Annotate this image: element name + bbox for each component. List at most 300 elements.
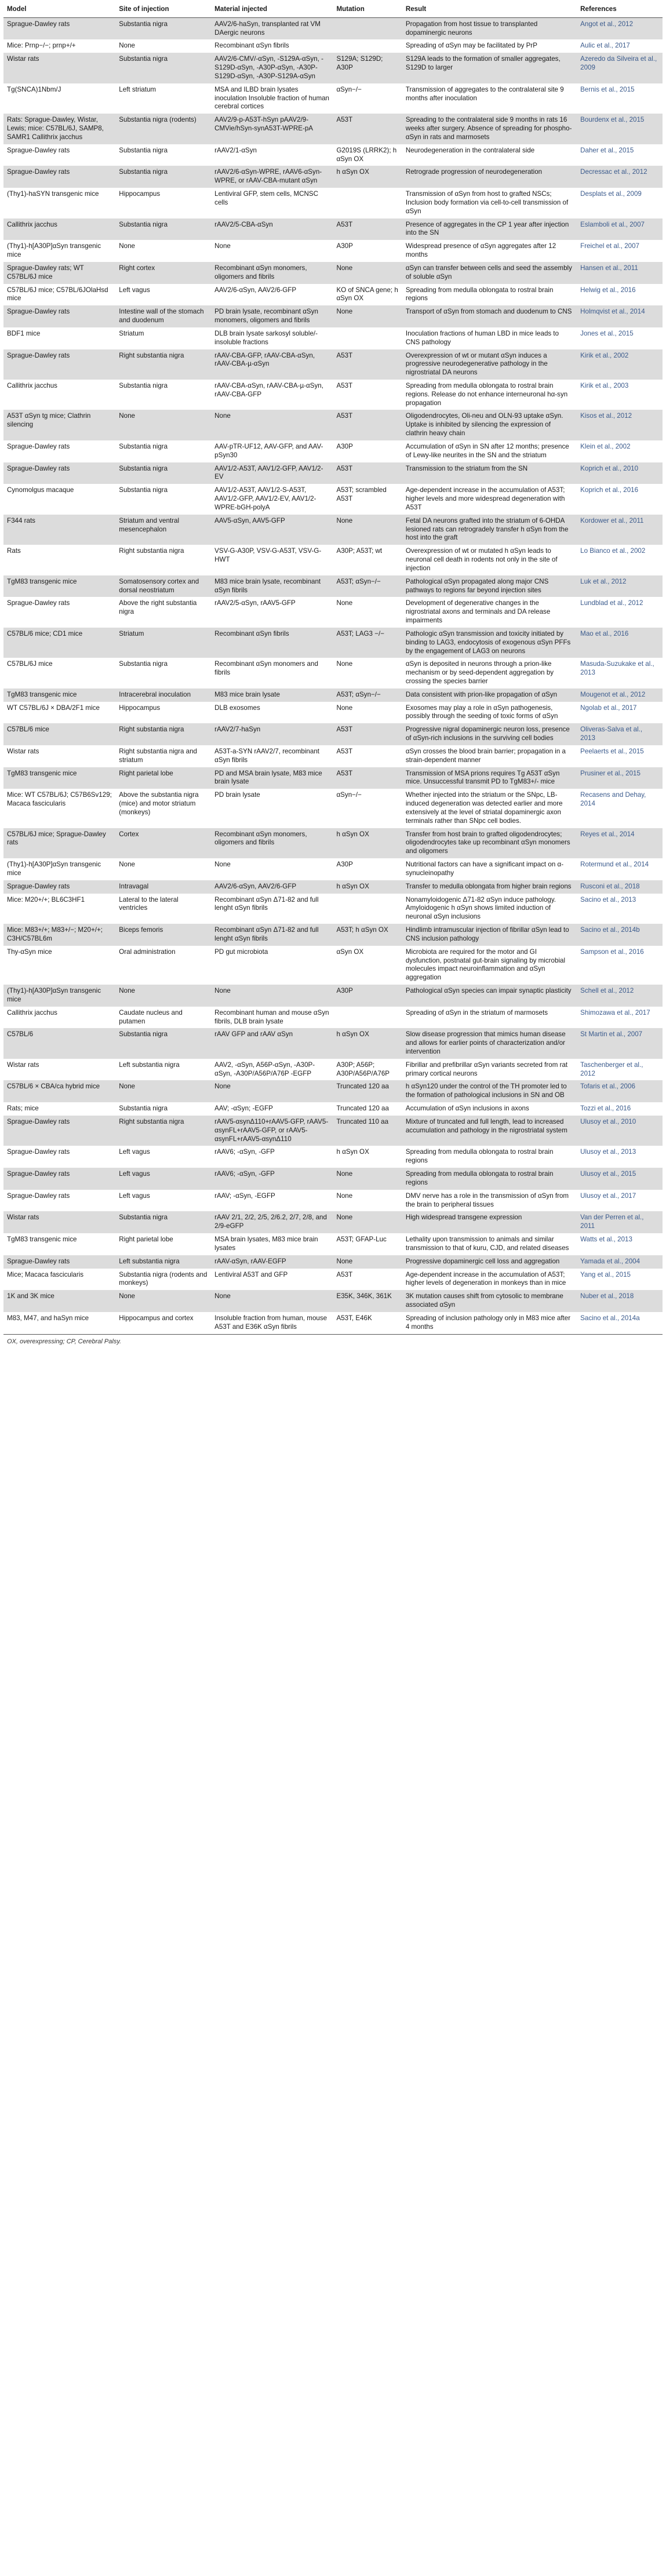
cell-mutation: A53T [333, 767, 402, 789]
cell-model: Sprague-Dawley rats [3, 1168, 115, 1190]
table-row [3, 53, 663, 83]
cell-reference: Sacino et al., 2013 [577, 894, 663, 924]
cell-reference: Yamada et al., 2004 [577, 1255, 663, 1269]
cell-site-of-injection: Right parietal lobe [115, 767, 211, 789]
cell-mutation: A53T [333, 745, 402, 767]
cell-material-injected: rAAV 2/1, 2/2, 2/5, 2/6.2, 2/7, 2/8, and 2/9-eGFP [211, 1211, 333, 1233]
cell-model: Sprague-Dawley rats [3, 597, 115, 627]
header-references: References [577, 2, 663, 17]
table-row [3, 515, 663, 545]
cell-reference: Ulusoy et al., 2017 [577, 1190, 663, 1212]
cell-site-of-injection: Intravagal [115, 880, 211, 894]
table-row [3, 1007, 663, 1029]
cell-material-injected: None [211, 985, 333, 1007]
cell-mutation [333, 327, 402, 349]
cell-material-injected: Recombinant αSyn monomers, oligomers and fibrils [211, 262, 333, 284]
cell-result: High widespread transgene expression [402, 1211, 577, 1233]
table-row [3, 789, 663, 828]
cell-model: Rats; mice [3, 1102, 115, 1116]
cell-material-injected: DLB brain lysate sarkosyl soluble/-insoluble fractions [211, 327, 333, 349]
cell-reference: Ngolab et al., 2017 [577, 702, 663, 724]
cell-site-of-injection: Substantia nigra [115, 440, 211, 462]
table-row [3, 688, 663, 702]
cell-result: Widespread presence of αSyn aggregates after 12 months [402, 240, 577, 262]
cell-result: Spreading from medulla oblongata to rostral brain regions [402, 1146, 577, 1168]
cell-mutation: A53T, E46K [333, 1312, 402, 1334]
cell-site-of-injection: Striatum and ventral mesencephalon [115, 515, 211, 545]
cell-mutation: h αSyn OX [333, 828, 402, 858]
cell-site-of-injection: None [115, 985, 211, 1007]
cell-result: Accumulation of αSyn inclusions in axons [402, 1102, 577, 1116]
cell-site-of-injection: Biceps femoris [115, 924, 211, 946]
cell-result: Spreading of αSyn may be facilitated by PrP [402, 39, 577, 53]
table-row [3, 880, 663, 894]
cell-model: (Thy1)-haSYN transgenic mice [3, 188, 115, 218]
cell-reference: Angot et al., 2012 [577, 17, 663, 39]
cell-reference: Sampson et al., 2016 [577, 946, 663, 985]
cell-reference: Peelaerts et al., 2015 [577, 745, 663, 767]
cell-site-of-injection: Right parietal lobe [115, 1233, 211, 1255]
table-row [3, 924, 663, 946]
cell-site-of-injection: Substantia nigra [115, 1028, 211, 1058]
cell-mutation: None [333, 305, 402, 327]
table-row [3, 462, 663, 484]
cell-result: Age-dependent increase in the accumulation of A53T; higher levels and more widespread degeneration with A53T [402, 484, 577, 514]
cell-model: TgM83 transgenic mice [3, 575, 115, 597]
cell-material-injected: Recombinant αSyn Δ71-82 and full lenght αSyn fibrils [211, 924, 333, 946]
cell-material-injected: AAV-pTR-UF12, AAV-GFP, and AAV-pSyn30 [211, 440, 333, 462]
cell-mutation: Truncated 120 aa [333, 1102, 402, 1116]
cell-site-of-injection: Substantia nigra [115, 144, 211, 166]
cell-reference: Jones et al., 2015 [577, 327, 663, 349]
cell-model: WT C57BL/6J × DBA/2F1 mice [3, 702, 115, 724]
cell-material-injected: Recombinant αSyn monomers and fibrils [211, 658, 333, 688]
cell-material-injected: rAAV-αSyn, rAAV-EGFP [211, 1255, 333, 1269]
cell-material-injected: rAAV2/7-haSyn [211, 723, 333, 745]
header-row [3, 2, 663, 17]
cell-result: Fetal DA neurons grafted into the striatum of 6-OHDA lesioned rats can retrogradely transfer h αSyn from the host into the graft [402, 515, 577, 545]
cell-site-of-injection: Left vagus [115, 284, 211, 306]
cell-material-injected: AAV1/2-A53T, AAV1/2-GFP, AAV1/2-EV [211, 462, 333, 484]
cell-reference: Sacino et al., 2014a [577, 1312, 663, 1334]
cell-model: Mice; Macaca fascicularis [3, 1269, 115, 1291]
cell-mutation: None [333, 1255, 402, 1269]
cell-result: Lethality upon transmission to animals and similar transmission to that of kuru, CJD, and related diseases [402, 1233, 577, 1255]
cell-result: Presence of aggregates in the CP 1 year after injection into the SN [402, 218, 577, 241]
cell-result: Development of degenerative changes in the nigrostriatal axons and terminals and DA release impairments [402, 597, 577, 627]
cell-mutation: αSyn−/− [333, 83, 402, 114]
cell-model: Tg(SNCA)1Nbm/J [3, 83, 115, 114]
cell-site-of-injection: None [115, 240, 211, 262]
table-row [3, 1080, 663, 1102]
cell-mutation [333, 1007, 402, 1029]
cell-model: Sprague-Dawley rats [3, 1146, 115, 1168]
table-row [3, 597, 663, 627]
cell-reference: Azeredo da Silveira et al., 2009 [577, 53, 663, 83]
cell-model: F344 rats [3, 515, 115, 545]
cell-reference: Koprich et al., 2010 [577, 462, 663, 484]
cell-result: Spreading from medulla oblongata to rostral brain regions [402, 1168, 577, 1190]
cell-model: (Thy1)-h[A30P]αSyn transgenic mice [3, 858, 115, 880]
cell-result: 3K mutation causes shift from cytosolic to membrane associated αSyn [402, 1290, 577, 1312]
cell-model: Sprague-Dawley rats [3, 1190, 115, 1212]
animal-models-table [3, 2, 663, 1334]
cell-site-of-injection: Substantia nigra [115, 53, 211, 83]
cell-site-of-injection: Lateral to the lateral ventricles [115, 894, 211, 924]
cell-result: Pathological αSyn propagated along major CNS pathways to regions far beyond injection sites [402, 575, 577, 597]
cell-mutation: A53T [333, 349, 402, 380]
cell-material-injected: AAV1/2-A53T, AAV1/2-S-A53T, AAV1/2-GFP, AAV1/2-EV, AAV1/2-WPRE-bGH-polyA [211, 484, 333, 514]
cell-result: Mixture of truncated and full length, lead to increased accumulation and pathology in the nigrostriatal system [402, 1116, 577, 1146]
cell-result: αSyn is deposited in neurons through a prion-like mechanism or by seed-dependent aggregation by crossing the species barrier [402, 658, 577, 688]
cell-mutation: A53T; αSyn−/− [333, 575, 402, 597]
cell-site-of-injection: Substantia nigra [115, 380, 211, 410]
table-row [3, 1233, 663, 1255]
cell-reference: Lo Bianco et al., 2002 [577, 545, 663, 575]
cell-site-of-injection: Left vagus [115, 1168, 211, 1190]
cell-mutation: A53T [333, 380, 402, 410]
cell-reference: Daher et al., 2015 [577, 144, 663, 166]
cell-mutation: None [333, 1211, 402, 1233]
cell-material-injected: AAV2, -αSyn, A56P-αSyn, -A30P-αSyn, -A30P/A56P/A76P -EGFP [211, 1059, 333, 1081]
cell-reference: Klein et al., 2002 [577, 440, 663, 462]
cell-result: Oligodendrocytes, Oli-neu and OLN-93 uptake αSyn. Uptake is inhibited by silencing the expression of clathrin heavy chain [402, 410, 577, 440]
cell-result: Transfer to medulla oblongata from higher brain regions [402, 880, 577, 894]
cell-result: Accumulation of αSyn in SN after 12 months; presence of Lewy-like neurites in the SN and the striatum [402, 440, 577, 462]
cell-material-injected: Recombinant αSyn fibrils [211, 628, 333, 658]
cell-model: Sprague-Dawley rats [3, 880, 115, 894]
cell-result: Progressive dopaminergic cell loss and aggregation [402, 1255, 577, 1269]
cell-material-injected: M83 mice brain lysate, recombinant αSyn fibrils [211, 575, 333, 597]
cell-reference: Kirik et al., 2003 [577, 380, 663, 410]
cell-model: Mice: Prnp−/−; prnp+/+ [3, 39, 115, 53]
cell-mutation: None [333, 597, 402, 627]
table-row [3, 858, 663, 880]
cell-model: Cynomolgus macaque [3, 484, 115, 514]
table-row [3, 894, 663, 924]
cell-model: 1K and 3K mice [3, 1290, 115, 1312]
table-row [3, 723, 663, 745]
cell-result: Progressive nigral dopaminergic neuron loss, presence of αSyn-rich inclusions in the surviving cell bodies [402, 723, 577, 745]
table-body [3, 17, 663, 1333]
cell-site-of-injection: Caudate nucleus and putamen [115, 1007, 211, 1029]
table-row [3, 767, 663, 789]
cell-result: Overexpression of wt or mutant αSyn induces a progressive neurodegenerative pathology in the nigrostriatal DA neurons [402, 349, 577, 380]
cell-reference: Schell et al., 2012 [577, 985, 663, 1007]
cell-model: C57BL/6 mice [3, 723, 115, 745]
cell-mutation: h αSyn OX [333, 1146, 402, 1168]
cell-model: C57BL/6J mice; Sprague-Dawley rats [3, 828, 115, 858]
cell-material-injected: rAAV2/5-αSyn, rAAV5-GFP [211, 597, 333, 627]
cell-result: Spreading to the contralateral side 9 months in rats 16 weeks after surgery. Absence of spreading for phospho-αSyn in rats and marmosets [402, 114, 577, 144]
cell-result: Fibrillar and prefibrillar αSyn variants secreted from rat primary cortical neurons [402, 1059, 577, 1081]
cell-model: TgM83 transgenic mice [3, 767, 115, 789]
table-row [3, 83, 663, 114]
cell-result: Transmission to the striatum from the SN [402, 462, 577, 484]
cell-material-injected: AAV2/6-αSyn, AAV2/6-GFP [211, 284, 333, 306]
cell-reference: Ulusoy et al., 2013 [577, 1146, 663, 1168]
table-row [3, 166, 663, 188]
cell-model: Sprague-Dawley rats [3, 305, 115, 327]
cell-site-of-injection: None [115, 1080, 211, 1102]
cell-model: Mice: M20+/+; BL6C3HF1 [3, 894, 115, 924]
cell-site-of-injection: Substantia nigra [115, 462, 211, 484]
cell-model: C57BL/6 mice; CD1 mice [3, 628, 115, 658]
cell-reference: Koprich et al., 2016 [577, 484, 663, 514]
cell-reference: Tofaris et al., 2006 [577, 1080, 663, 1102]
cell-site-of-injection: Oral administration [115, 946, 211, 985]
cell-model: (Thy1)-h[A30P]αSyn transgenic mice [3, 985, 115, 1007]
cell-reference: Bernis et al., 2015 [577, 83, 663, 114]
cell-material-injected: rAAV2/6-αSyn-WPRE, rAAV6-αSyn-WPRE, or rAAV-CBA-mutant αSyn [211, 166, 333, 188]
cell-site-of-injection: None [115, 1290, 211, 1312]
cell-material-injected: PD gut microbiota [211, 946, 333, 985]
cell-site-of-injection: Substantia nigra (rodents and monkeys) [115, 1269, 211, 1291]
cell-result: Neurodegeneration in the contralateral side [402, 144, 577, 166]
cell-material-injected: AAV2/9-p-A53T-hSyn pAAV2/9-CMVie/hSyn-synA53T-WPRE-pA [211, 114, 333, 144]
cell-result: Hindlimb intramuscular injection of fibrillar αSyn lead to CNS inclusion pathology [402, 924, 577, 946]
cell-model: Rats: Sprague-Dawley, Wistar, Lewis; mice: C57BL/6J, SAMP8, SAMR1 Callithrix jacchus [3, 114, 115, 144]
cell-mutation: A30P; A53T; wt [333, 545, 402, 575]
cell-material-injected: AAV5-αSyn, AAV5-GFP [211, 515, 333, 545]
cell-model: TgM83 transgenic mice [3, 688, 115, 702]
cell-mutation: Truncated 120 aa [333, 1080, 402, 1102]
cell-site-of-injection: Right cortex [115, 262, 211, 284]
cell-reference: Bourdenx et al., 2015 [577, 114, 663, 144]
cell-reference: Kisos et al., 2012 [577, 410, 663, 440]
cell-mutation [333, 17, 402, 39]
cell-model: Mice: M83+/+; M83+/−; M20+/+; C3H/C57BL6m [3, 924, 115, 946]
cell-reference: Lundblad et al., 2012 [577, 597, 663, 627]
cell-result: Nutritional factors can have a significant impact on α-synucleinopathy [402, 858, 577, 880]
cell-site-of-injection: Right substantia nigra [115, 723, 211, 745]
cell-reference: Oliveras-Salva et al., 2013 [577, 723, 663, 745]
cell-reference: St Martin et al., 2007 [577, 1028, 663, 1058]
cell-mutation: A53T [333, 218, 402, 241]
cell-mutation: αSyn OX [333, 946, 402, 985]
cell-site-of-injection: Substantia nigra (rodents) [115, 114, 211, 144]
table-row [3, 1211, 663, 1233]
cell-model: Wistar rats [3, 1059, 115, 1081]
cell-material-injected: rAAV6; -αSyn, -GFP [211, 1168, 333, 1190]
cell-model: Thy-αSyn mice [3, 946, 115, 985]
cell-result: Retrograde progression of neurodegeneration [402, 166, 577, 188]
cell-result: S129A leads to the formation of smaller aggregates, S129D to larger [402, 53, 577, 83]
cell-result: Inoculation fractions of human LBD in mice leads to CNS pathology [402, 327, 577, 349]
table-row [3, 946, 663, 985]
cell-site-of-injection: Left substantia nigra [115, 1255, 211, 1269]
cell-mutation: None [333, 1190, 402, 1212]
cell-result: Transfer from host brain to grafted oligodendrocytes; oligodendrocytes take up recombinant αSyn monomers and oligomers [402, 828, 577, 858]
cell-site-of-injection: Hippocampus [115, 702, 211, 724]
cell-result: Microbiota are required for the motor and GI dysfunction, postnatal gut-brain signaling by microbial molecules impact neuroinflammation and αSyn aggregation [402, 946, 577, 985]
table-row [3, 262, 663, 284]
cell-mutation: A53T; GFAP-Luc [333, 1233, 402, 1255]
table-row [3, 380, 663, 410]
cell-mutation: A53T [333, 410, 402, 440]
cell-model: (Thy1)-h[A30P]αSyn transgenic mice [3, 240, 115, 262]
cell-material-injected: Recombinant αSyn fibrils [211, 39, 333, 53]
cell-reference: Mao et al., 2016 [577, 628, 663, 658]
cell-model: Rats [3, 545, 115, 575]
header-site-of-injection: Site of injection [115, 2, 211, 17]
cell-reference: Masuda-Suzukake et al., 2013 [577, 658, 663, 688]
table-row [3, 484, 663, 514]
cell-reference: Van der Perren et al., 2011 [577, 1211, 663, 1233]
cell-site-of-injection: Cortex [115, 828, 211, 858]
cell-reference: Aulic et al., 2017 [577, 39, 663, 53]
cell-result: DMV nerve has a role in the transmission of αSyn from the brain to peripheral tissues [402, 1190, 577, 1212]
cell-mutation: None [333, 658, 402, 688]
cell-site-of-injection: Hippocampus and cortex [115, 1312, 211, 1334]
cell-mutation [333, 894, 402, 924]
header-material-injected: Material injected [211, 2, 333, 17]
table-row [3, 1190, 663, 1212]
cell-mutation: h αSyn OX [333, 1028, 402, 1058]
table-row [3, 1146, 663, 1168]
cell-model: C57BL/6J mice [3, 658, 115, 688]
cell-reference: Mougenot et al., 2012 [577, 688, 663, 702]
table-header [3, 2, 663, 17]
cell-reference: Recasens and Dehay, 2014 [577, 789, 663, 828]
cell-reference: Tozzi et al., 2016 [577, 1102, 663, 1116]
cell-mutation [333, 188, 402, 218]
cell-site-of-injection: Striatum [115, 628, 211, 658]
cell-result: Pathological αSyn species can impair synaptic plasticity [402, 985, 577, 1007]
cell-model: Sprague-Dawley rats [3, 166, 115, 188]
table-row [3, 188, 663, 218]
cell-model: Mice: WT C57BL/6J; C57B6Sv129; Macaca fascicularis [3, 789, 115, 828]
cell-mutation: h αSyn OX [333, 166, 402, 188]
cell-result: Spreading of inclusion pathology only in M83 mice after 4 months [402, 1312, 577, 1334]
cell-material-injected: None [211, 240, 333, 262]
cell-site-of-injection: Right substantia nigra and striatum [115, 745, 211, 767]
cell-mutation: αSyn−/− [333, 789, 402, 828]
table-row [3, 745, 663, 767]
cell-reference: Rotermund et al., 2014 [577, 858, 663, 880]
cell-site-of-injection: Right substantia nigra [115, 349, 211, 380]
cell-mutation: A53T; αSyn−/− [333, 688, 402, 702]
cell-result: Spreading from medulla oblongata to rostral brain regions. Release do not enhance interneuronal hα-syn propagation [402, 380, 577, 410]
cell-model: Sprague-Dawley rats [3, 349, 115, 380]
table-row [3, 327, 663, 349]
cell-site-of-injection: Substantia nigra [115, 17, 211, 39]
cell-result: Spreading from medulla oblongata to rostral brain regions [402, 284, 577, 306]
cell-material-injected: MSA and ILBD brain lysates inoculation Insoluble fraction of human cerebral cortices [211, 83, 333, 114]
cell-model: Wistar rats [3, 1211, 115, 1233]
cell-site-of-injection: Somatosensory cortex and dorsal neostriatum [115, 575, 211, 597]
cell-material-injected: MSA brain lysates, M83 mice brain lysates [211, 1233, 333, 1255]
cell-material-injected: A53T-a-SYN rAAV2/7, recombinant αSyn fibrils [211, 745, 333, 767]
cell-mutation: A53T; LAG3 −/− [333, 628, 402, 658]
cell-reference: Nuber et al., 2018 [577, 1290, 663, 1312]
cell-mutation [333, 39, 402, 53]
cell-site-of-injection: Intestine wall of the stomach and duodenum [115, 305, 211, 327]
table-row [3, 1312, 663, 1334]
cell-reference: Kirik et al., 2002 [577, 349, 663, 380]
cell-material-injected: None [211, 410, 333, 440]
cell-mutation: A53T; h αSyn OX [333, 924, 402, 946]
cell-reference: Reyes et al., 2014 [577, 828, 663, 858]
cell-site-of-injection: Intracerebral inoculation [115, 688, 211, 702]
table-row [3, 702, 663, 724]
cell-result: Exosomes may play a role in αSyn pathogenesis, possibly through the seeding of toxic forms of αSyn [402, 702, 577, 724]
cell-mutation: A53T [333, 723, 402, 745]
cell-site-of-injection: Substantia nigra [115, 166, 211, 188]
cell-model: C57BL/6 [3, 1028, 115, 1058]
cell-model: C57BL/6J mice; C57BL/6JOlaHsd mice [3, 284, 115, 306]
cell-reference: Watts et al., 2013 [577, 1233, 663, 1255]
table-row [3, 305, 663, 327]
cell-site-of-injection: Hippocampus [115, 188, 211, 218]
cell-mutation: A30P [333, 985, 402, 1007]
cell-material-injected: Lentiviral GFP, stem cells, MCNSC cells [211, 188, 333, 218]
cell-model: Sprague-Dawley rats [3, 440, 115, 462]
cell-site-of-injection: Right substantia nigra [115, 545, 211, 575]
cell-material-injected: M83 mice brain lysate [211, 688, 333, 702]
cell-model: A53T αSyn tg mice; Clathrin silencing [3, 410, 115, 440]
cell-model: Sprague-Dawley rats [3, 462, 115, 484]
cell-mutation: A30P [333, 858, 402, 880]
cell-site-of-injection: None [115, 410, 211, 440]
cell-model: Callithrix jacchus [3, 218, 115, 241]
cell-material-injected: rAAV-CBA-αSyn, rAAV-CBA-µ-αSyn, rAAV-CBA-GFP [211, 380, 333, 410]
cell-mutation: Truncated 110 aa [333, 1116, 402, 1146]
cell-material-injected: PD brain lysate, recombinant αSyn monomers, oligomers and fibrils [211, 305, 333, 327]
cell-material-injected: rAAV2/1-αSyn [211, 144, 333, 166]
cell-mutation: A30P [333, 440, 402, 462]
cell-site-of-injection: None [115, 39, 211, 53]
table-row [3, 1168, 663, 1190]
cell-reference: Hansen et al., 2011 [577, 262, 663, 284]
cell-site-of-injection: Substantia nigra [115, 1211, 211, 1233]
cell-result: αSyn can transfer between cells and seed the assembly of soluble αSyn [402, 262, 577, 284]
table-row [3, 39, 663, 53]
cell-mutation: S129A; S129D; A30P [333, 53, 402, 83]
cell-result: Propagation from host tissue to transplanted dopaminergic neurons [402, 17, 577, 39]
cell-reference: Taschenberger et al., 2012 [577, 1059, 663, 1081]
table-row [3, 410, 663, 440]
cell-material-injected: Recombinant αSyn monomers, oligomers and fibrils [211, 828, 333, 858]
cell-reference: Ulusoy et al., 2010 [577, 1116, 663, 1146]
cell-reference: Luk et al., 2012 [577, 575, 663, 597]
cell-material-injected: rAAV GFP and rAAV αSyn [211, 1028, 333, 1058]
cell-reference: Yang et al., 2015 [577, 1269, 663, 1291]
cell-reference: Prusiner et al., 2015 [577, 767, 663, 789]
cell-model: Callithrix jacchus [3, 380, 115, 410]
cell-model: M83, M47, and haSyn mice [3, 1312, 115, 1334]
cell-material-injected: Insoluble fraction from human, mouse A53T and E36K αSyn fibrils [211, 1312, 333, 1334]
cell-material-injected: Lentiviral A53T and GFP [211, 1269, 333, 1291]
cell-result: Data consistent with prion-like propagation of αSyn [402, 688, 577, 702]
cell-mutation: A53T [333, 114, 402, 144]
cell-site-of-injection: Left vagus [115, 1190, 211, 1212]
cell-reference: Shimozawa et al., 2017 [577, 1007, 663, 1029]
cell-reference: Ulusoy et al., 2015 [577, 1168, 663, 1190]
table-row [3, 985, 663, 1007]
cell-mutation: A30P [333, 240, 402, 262]
cell-mutation: None [333, 1168, 402, 1190]
cell-reference: Freichel et al., 2007 [577, 240, 663, 262]
cell-material-injected: VSV-G-A30P, VSV-G-A53T, VSV-G-HWT [211, 545, 333, 575]
table-row [3, 114, 663, 144]
cell-material-injected: AAV; -αSyn; -EGFP [211, 1102, 333, 1116]
cell-result: Overexpression of wt or mutated h αSyn leads to neuronal cell death in rodents not only in the site of injection [402, 545, 577, 575]
header-model: Model [3, 2, 115, 17]
cell-site-of-injection: Left striatum [115, 83, 211, 114]
cell-mutation: A53T; scrambled A53T [333, 484, 402, 514]
cell-mutation: None [333, 262, 402, 284]
